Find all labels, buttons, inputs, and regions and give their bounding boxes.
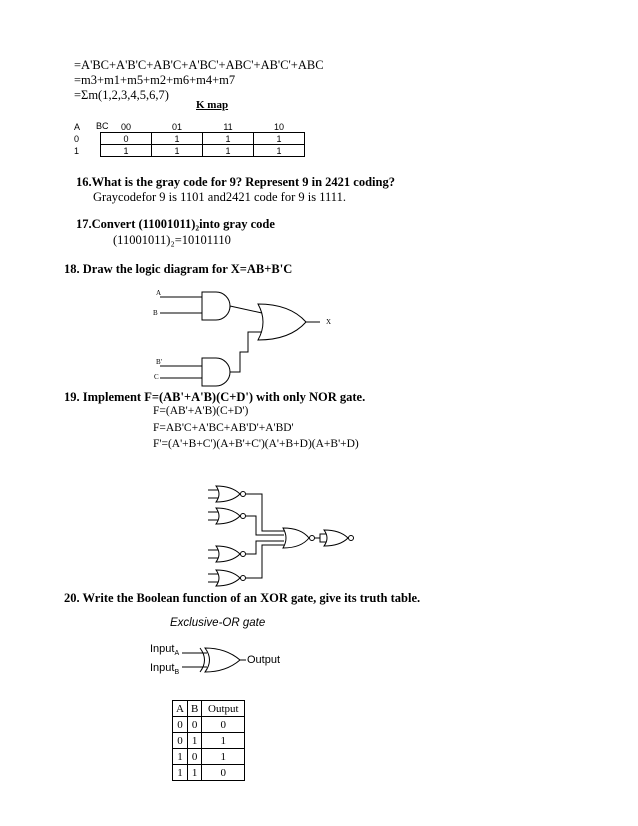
equation-line-3: =Σm(1,2,3,4,5,6,7) [74, 88, 169, 102]
truth-table-cell: 1 [202, 749, 245, 765]
kmap-cell: 1 [254, 145, 305, 157]
label-b-prime: B' [156, 358, 162, 366]
truth-table-cell: 1 [187, 765, 201, 781]
kmap-corner-a: A [74, 121, 81, 132]
truth-table-header: A [173, 701, 188, 717]
q19-line-2: F=AB'C+A'BC+AB'D'+A'BD' [153, 422, 294, 434]
truth-table-cell: 1 [187, 733, 201, 749]
q16-answer: Graycodefor 9 is 1101 and2421 code for 9 is 1111. [93, 190, 346, 204]
q19-question: 19. Implement F=(AB'+A'B)(C+D') with only NOR gate. [64, 390, 366, 404]
q18-number: 18. [64, 262, 80, 276]
kmap-title: K map [196, 99, 229, 111]
truth-table-cell: 0 [187, 749, 201, 765]
kmap-cell: 1 [203, 133, 254, 145]
truth-table-header: B [187, 701, 201, 717]
kmap-col-header: 11 [223, 121, 233, 132]
equation-line-2: =m3+m1+m5+m2+m6+m4+m7 [74, 73, 236, 87]
label-b: B [153, 309, 158, 317]
equation-line-1: =A'BC+A'B'C+AB'C+A'BC'+ABC'+AB'C'+ABC [74, 58, 324, 72]
table-row [173, 765, 245, 781]
kmap-col-header: 10 [273, 121, 284, 132]
kmap-cell: 1 [152, 133, 203, 145]
kmap-cell: 0 [101, 133, 152, 145]
q17-answer: (11001011)₂=10101110 [113, 233, 231, 247]
truth-table-header: Output [202, 701, 245, 717]
kmap-col-header: 01 [171, 121, 182, 132]
xor-input-b-sub: B [174, 669, 180, 677]
truth-table-cell: 0 [202, 765, 245, 781]
q20-question: 20. Write the Boolean function of an XOR gate, give its truth table. [64, 591, 421, 605]
truth-table-cell: 0 [173, 733, 188, 749]
xor-input-a-sub: A [174, 650, 180, 658]
kmap-cell: 1 [254, 133, 305, 145]
truth-table-cell: 1 [173, 749, 188, 765]
label-a: A [156, 289, 162, 297]
kmap-corner-bc: BC [96, 121, 109, 131]
label-x: X [326, 318, 332, 326]
label-c: C [154, 373, 159, 381]
table-row [173, 717, 245, 733]
xor-diagram-title: Exclusive-OR gate [170, 617, 266, 629]
q18-question: Draw the logic diagram for X=AB+B'C [82, 262, 293, 276]
table-row [173, 749, 245, 765]
truth-table-cell: 1 [173, 765, 188, 781]
kmap-col-header: 00 [120, 121, 131, 132]
kmap-row-label: 0 [74, 133, 80, 144]
truth-table-cell: 0 [202, 717, 245, 733]
q17-question: 17.Convert (11001011)₂into gray code [76, 217, 275, 231]
q19-line-1: F=(AB'+A'B)(C+D') [153, 405, 249, 417]
truth-table-cell: 0 [173, 717, 188, 733]
xor-input-b-text: Input [150, 662, 175, 674]
truth-table-cell: 1 [202, 733, 245, 749]
kmap-cell: 1 [203, 145, 254, 157]
xor-truth-table [172, 700, 245, 781]
kmap-cell: 1 [101, 145, 152, 157]
kmap-cell: 1 [152, 145, 203, 157]
truth-table-cell: 0 [187, 717, 201, 733]
q16-question: 16.What is the gray code for 9? Represent 9 in 2421 coding? [76, 175, 395, 189]
table-row [173, 733, 245, 749]
xor-output-label: Output [247, 654, 281, 666]
kmap-row-label: 1 [74, 145, 80, 156]
xor-input-a-text: Input [150, 643, 175, 655]
q19-line-3: F'=(A'+B+C')(A+B'+C')(A'+B+D)(A+B'+D) [153, 438, 359, 450]
